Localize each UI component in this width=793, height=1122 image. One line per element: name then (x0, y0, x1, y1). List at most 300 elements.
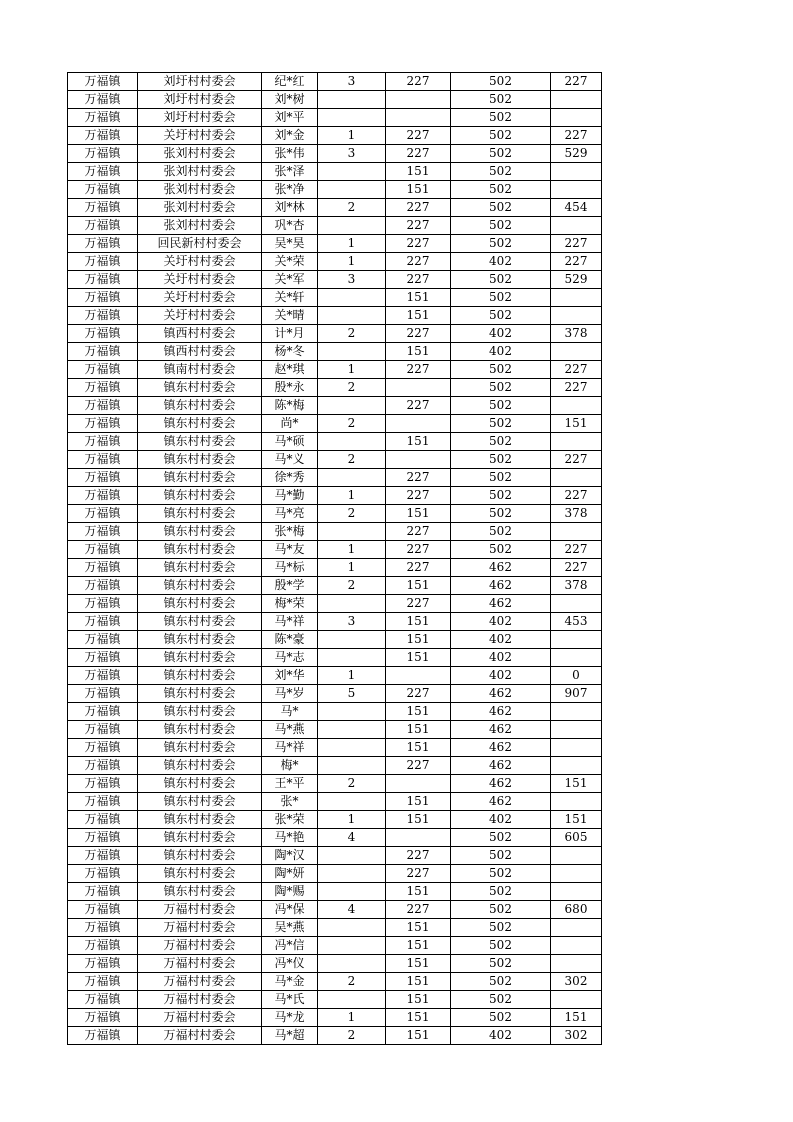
count-cell (318, 919, 386, 937)
town-cell: 万福镇 (68, 631, 138, 649)
amount-b-cell: 502 (451, 361, 551, 379)
name-cell: 计*月 (262, 325, 318, 343)
table-row (68, 181, 602, 199)
count-cell (318, 109, 386, 127)
total-cell (551, 109, 602, 127)
amount-b-cell: 502 (451, 217, 551, 235)
count-cell: 2 (318, 379, 386, 397)
amount-a-cell: 151 (386, 937, 451, 955)
table-row (68, 595, 602, 613)
count-cell: 1 (318, 253, 386, 271)
town-cell: 万福镇 (68, 973, 138, 991)
table-row (68, 703, 602, 721)
amount-a-cell: 151 (386, 883, 451, 901)
amount-b-cell: 462 (451, 559, 551, 577)
town-cell: 万福镇 (68, 307, 138, 325)
name-cell: 关*晴 (262, 307, 318, 325)
count-cell: 1 (318, 541, 386, 559)
committee-cell: 镇东村村委会 (138, 883, 262, 901)
count-cell: 3 (318, 145, 386, 163)
name-cell: 马*龙 (262, 1009, 318, 1027)
amount-b-cell: 402 (451, 343, 551, 361)
amount-b-cell: 502 (451, 901, 551, 919)
table-row (68, 487, 602, 505)
count-cell: 2 (318, 775, 386, 793)
table-row (68, 505, 602, 523)
table-row (68, 217, 602, 235)
count-cell (318, 793, 386, 811)
amount-a-cell: 151 (386, 577, 451, 595)
town-cell: 万福镇 (68, 901, 138, 919)
table-row (68, 307, 602, 325)
count-cell: 3 (318, 271, 386, 289)
total-cell (551, 343, 602, 361)
town-cell: 万福镇 (68, 811, 138, 829)
amount-a-cell: 151 (386, 307, 451, 325)
committee-cell: 镇东村村委会 (138, 757, 262, 775)
committee-cell: 万福村村委会 (138, 901, 262, 919)
committee-cell: 镇东村村委会 (138, 721, 262, 739)
count-cell: 3 (318, 613, 386, 631)
name-cell: 马* (262, 703, 318, 721)
amount-a-cell: 151 (386, 1009, 451, 1027)
committee-cell: 镇东村村委会 (138, 631, 262, 649)
count-cell (318, 739, 386, 757)
count-cell: 2 (318, 1027, 386, 1045)
total-cell: 453 (551, 613, 602, 631)
town-cell: 万福镇 (68, 721, 138, 739)
amount-a-cell: 151 (386, 793, 451, 811)
name-cell: 梅*荣 (262, 595, 318, 613)
amount-b-cell: 502 (451, 163, 551, 181)
amount-b-cell: 502 (451, 379, 551, 397)
total-cell (551, 217, 602, 235)
amount-b-cell: 462 (451, 757, 551, 775)
committee-cell: 回民新村村委会 (138, 235, 262, 253)
committee-cell: 刘圩村村委会 (138, 73, 262, 91)
amount-a-cell: 151 (386, 721, 451, 739)
amount-a-cell: 151 (386, 433, 451, 451)
table-row (68, 1009, 602, 1027)
town-cell: 万福镇 (68, 685, 138, 703)
count-cell: 1 (318, 667, 386, 685)
town-cell: 万福镇 (68, 613, 138, 631)
committee-cell: 万福村村委会 (138, 937, 262, 955)
amount-b-cell: 402 (451, 811, 551, 829)
table-row (68, 163, 602, 181)
committee-cell: 镇东村村委会 (138, 595, 262, 613)
committee-cell: 镇东村村委会 (138, 541, 262, 559)
name-cell: 梅* (262, 757, 318, 775)
name-cell: 徐*秀 (262, 469, 318, 487)
amount-b-cell: 402 (451, 649, 551, 667)
committee-cell: 镇东村村委会 (138, 415, 262, 433)
amount-b-cell: 462 (451, 721, 551, 739)
total-cell: 151 (551, 775, 602, 793)
name-cell: 陈*梅 (262, 397, 318, 415)
total-cell: 227 (551, 379, 602, 397)
committee-cell: 镇东村村委会 (138, 577, 262, 595)
town-cell: 万福镇 (68, 577, 138, 595)
town-cell: 万福镇 (68, 181, 138, 199)
amount-a-cell: 151 (386, 739, 451, 757)
count-cell (318, 721, 386, 739)
name-cell: 吴*昊 (262, 235, 318, 253)
committee-cell: 镇南村村委会 (138, 361, 262, 379)
committee-cell: 刘圩村村委会 (138, 109, 262, 127)
count-cell (318, 595, 386, 613)
amount-a-cell: 227 (386, 145, 451, 163)
amount-a-cell: 227 (386, 127, 451, 145)
count-cell: 2 (318, 199, 386, 217)
committee-cell: 张刘村村委会 (138, 217, 262, 235)
town-cell: 万福镇 (68, 145, 138, 163)
committee-cell: 张刘村村委会 (138, 199, 262, 217)
amount-b-cell: 502 (451, 415, 551, 433)
name-cell: 马*超 (262, 1027, 318, 1045)
amount-a-cell: 151 (386, 703, 451, 721)
name-cell: 冯*仪 (262, 955, 318, 973)
total-cell: 454 (551, 199, 602, 217)
total-cell: 227 (551, 541, 602, 559)
amount-a-cell: 227 (386, 469, 451, 487)
total-cell: 227 (551, 559, 602, 577)
amount-b-cell: 502 (451, 235, 551, 253)
name-cell: 陶*赐 (262, 883, 318, 901)
amount-b-cell: 502 (451, 145, 551, 163)
total-cell (551, 937, 602, 955)
name-cell: 刘*树 (262, 91, 318, 109)
amount-a-cell: 151 (386, 649, 451, 667)
count-cell (318, 343, 386, 361)
committee-cell: 镇东村村委会 (138, 739, 262, 757)
town-cell: 万福镇 (68, 649, 138, 667)
table-row (68, 325, 602, 343)
table-row (68, 91, 602, 109)
total-cell (551, 703, 602, 721)
committee-cell: 镇东村村委会 (138, 667, 262, 685)
town-cell: 万福镇 (68, 73, 138, 91)
town-cell: 万福镇 (68, 1027, 138, 1045)
committee-cell: 关圩村村委会 (138, 307, 262, 325)
town-cell: 万福镇 (68, 865, 138, 883)
table-row (68, 415, 602, 433)
amount-a-cell (386, 775, 451, 793)
name-cell: 马*勤 (262, 487, 318, 505)
amount-a-cell: 227 (386, 253, 451, 271)
amount-a-cell: 151 (386, 343, 451, 361)
amount-b-cell: 502 (451, 433, 551, 451)
town-cell: 万福镇 (68, 91, 138, 109)
amount-b-cell: 462 (451, 595, 551, 613)
amount-b-cell: 502 (451, 91, 551, 109)
town-cell: 万福镇 (68, 451, 138, 469)
committee-cell: 万福村村委会 (138, 1027, 262, 1045)
committee-cell: 镇东村村委会 (138, 379, 262, 397)
amount-a-cell: 151 (386, 955, 451, 973)
amount-b-cell: 462 (451, 739, 551, 757)
amount-a-cell: 227 (386, 559, 451, 577)
amount-b-cell: 462 (451, 775, 551, 793)
count-cell: 2 (318, 451, 386, 469)
name-cell: 马*燕 (262, 721, 318, 739)
total-cell (551, 847, 602, 865)
committee-cell: 镇东村村委会 (138, 397, 262, 415)
name-cell: 殷*学 (262, 577, 318, 595)
committee-cell: 镇东村村委会 (138, 811, 262, 829)
amount-b-cell: 402 (451, 631, 551, 649)
committee-cell: 万福村村委会 (138, 973, 262, 991)
committee-cell: 镇东村村委会 (138, 865, 262, 883)
table-row (68, 469, 602, 487)
total-cell: 378 (551, 577, 602, 595)
amount-a-cell: 227 (386, 847, 451, 865)
amount-a-cell: 227 (386, 901, 451, 919)
name-cell: 马*义 (262, 451, 318, 469)
total-cell: 378 (551, 505, 602, 523)
town-cell: 万福镇 (68, 595, 138, 613)
count-cell: 4 (318, 901, 386, 919)
name-cell: 吴*燕 (262, 919, 318, 937)
count-cell: 2 (318, 415, 386, 433)
count-cell: 5 (318, 685, 386, 703)
count-cell: 2 (318, 325, 386, 343)
name-cell: 马*志 (262, 649, 318, 667)
count-cell (318, 163, 386, 181)
name-cell: 马*亮 (262, 505, 318, 523)
total-cell (551, 757, 602, 775)
amount-b-cell: 502 (451, 865, 551, 883)
table-row (68, 253, 602, 271)
total-cell (551, 163, 602, 181)
name-cell: 关*轩 (262, 289, 318, 307)
total-cell (551, 595, 602, 613)
amount-a-cell (386, 379, 451, 397)
committee-cell: 镇东村村委会 (138, 775, 262, 793)
amount-a-cell: 227 (386, 73, 451, 91)
table-row (68, 361, 602, 379)
table-row (68, 73, 602, 91)
amount-a-cell: 227 (386, 541, 451, 559)
name-cell: 杨*冬 (262, 343, 318, 361)
count-cell: 3 (318, 73, 386, 91)
name-cell: 张*荣 (262, 811, 318, 829)
total-cell: 227 (551, 73, 602, 91)
name-cell: 马*金 (262, 973, 318, 991)
name-cell: 张*净 (262, 181, 318, 199)
count-cell (318, 91, 386, 109)
town-cell: 万福镇 (68, 163, 138, 181)
amount-a-cell: 151 (386, 505, 451, 523)
name-cell: 马*标 (262, 559, 318, 577)
total-cell (551, 649, 602, 667)
name-cell: 刘*平 (262, 109, 318, 127)
table-row (68, 613, 602, 631)
total-cell: 680 (551, 901, 602, 919)
count-cell (318, 865, 386, 883)
amount-b-cell: 502 (451, 541, 551, 559)
amount-b-cell: 502 (451, 991, 551, 1009)
table-row (68, 883, 602, 901)
name-cell: 纪*红 (262, 73, 318, 91)
table-row (68, 955, 602, 973)
total-cell (551, 181, 602, 199)
amount-a-cell: 227 (386, 361, 451, 379)
total-cell (551, 289, 602, 307)
committee-cell: 镇东村村委会 (138, 487, 262, 505)
town-cell: 万福镇 (68, 109, 138, 127)
count-cell: 1 (318, 487, 386, 505)
total-cell (551, 991, 602, 1009)
total-cell (551, 523, 602, 541)
total-cell: 151 (551, 415, 602, 433)
name-cell: 张* (262, 793, 318, 811)
amount-b-cell: 502 (451, 523, 551, 541)
amount-a-cell: 227 (386, 325, 451, 343)
table-row (68, 433, 602, 451)
amount-a-cell: 151 (386, 163, 451, 181)
table-row (68, 991, 602, 1009)
table-row (68, 343, 602, 361)
amount-a-cell: 151 (386, 811, 451, 829)
committee-cell: 镇东村村委会 (138, 451, 262, 469)
town-cell: 万福镇 (68, 883, 138, 901)
count-cell: 4 (318, 829, 386, 847)
town-cell: 万福镇 (68, 379, 138, 397)
committee-cell: 万福村村委会 (138, 991, 262, 1009)
count-cell (318, 217, 386, 235)
count-cell (318, 847, 386, 865)
count-cell: 1 (318, 235, 386, 253)
table-row (68, 721, 602, 739)
count-cell (318, 937, 386, 955)
committee-cell: 张刘村村委会 (138, 181, 262, 199)
table-row (68, 235, 602, 253)
committee-cell: 镇东村村委会 (138, 685, 262, 703)
amount-b-cell: 502 (451, 307, 551, 325)
amount-b-cell: 502 (451, 505, 551, 523)
town-cell: 万福镇 (68, 829, 138, 847)
committee-cell: 镇东村村委会 (138, 649, 262, 667)
name-cell: 陶*妍 (262, 865, 318, 883)
count-cell (318, 703, 386, 721)
total-cell (551, 883, 602, 901)
amount-b-cell: 502 (451, 487, 551, 505)
committee-cell: 关圩村村委会 (138, 127, 262, 145)
name-cell: 刘*华 (262, 667, 318, 685)
town-cell: 万福镇 (68, 523, 138, 541)
amount-b-cell: 462 (451, 793, 551, 811)
total-cell: 605 (551, 829, 602, 847)
amount-b-cell: 502 (451, 73, 551, 91)
name-cell: 张*伟 (262, 145, 318, 163)
name-cell: 关*军 (262, 271, 318, 289)
table-row (68, 775, 602, 793)
count-cell (318, 991, 386, 1009)
count-cell: 2 (318, 973, 386, 991)
town-cell: 万福镇 (68, 361, 138, 379)
town-cell: 万福镇 (68, 469, 138, 487)
table-row (68, 145, 602, 163)
count-cell (318, 955, 386, 973)
name-cell: 马*氏 (262, 991, 318, 1009)
name-cell: 殷*永 (262, 379, 318, 397)
table-row (68, 649, 602, 667)
amount-a-cell: 227 (386, 199, 451, 217)
amount-b-cell: 402 (451, 253, 551, 271)
total-cell (551, 793, 602, 811)
table-row (68, 1027, 602, 1045)
count-cell: 1 (318, 127, 386, 145)
committee-cell: 镇东村村委会 (138, 523, 262, 541)
committee-cell: 镇东村村委会 (138, 505, 262, 523)
count-cell (318, 289, 386, 307)
count-cell (318, 631, 386, 649)
total-cell (551, 433, 602, 451)
town-cell: 万福镇 (68, 919, 138, 937)
total-cell (551, 397, 602, 415)
amount-a-cell (386, 91, 451, 109)
name-cell: 刘*金 (262, 127, 318, 145)
amount-a-cell: 227 (386, 523, 451, 541)
town-cell: 万福镇 (68, 289, 138, 307)
total-cell (551, 631, 602, 649)
amount-b-cell: 502 (451, 469, 551, 487)
amount-b-cell: 402 (451, 667, 551, 685)
table-row (68, 829, 602, 847)
count-cell (318, 523, 386, 541)
name-cell: 尚* (262, 415, 318, 433)
table-row (68, 847, 602, 865)
amount-b-cell: 402 (451, 325, 551, 343)
amount-b-cell: 502 (451, 397, 551, 415)
name-cell: 马*艳 (262, 829, 318, 847)
table-row (68, 577, 602, 595)
amount-b-cell: 502 (451, 289, 551, 307)
total-cell: 907 (551, 685, 602, 703)
town-cell: 万福镇 (68, 667, 138, 685)
amount-a-cell (386, 109, 451, 127)
town-cell: 万福镇 (68, 397, 138, 415)
amount-a-cell: 227 (386, 595, 451, 613)
name-cell: 王*平 (262, 775, 318, 793)
table-row (68, 109, 602, 127)
town-cell: 万福镇 (68, 271, 138, 289)
amount-a-cell: 227 (386, 685, 451, 703)
committee-cell: 镇西村村委会 (138, 325, 262, 343)
amount-a-cell: 227 (386, 487, 451, 505)
name-cell: 陈*豪 (262, 631, 318, 649)
amount-a-cell (386, 415, 451, 433)
amount-a-cell: 227 (386, 271, 451, 289)
count-cell: 1 (318, 559, 386, 577)
count-cell (318, 181, 386, 199)
total-cell (551, 739, 602, 757)
name-cell: 陶*汉 (262, 847, 318, 865)
amount-b-cell: 502 (451, 199, 551, 217)
total-cell: 227 (551, 127, 602, 145)
total-cell (551, 919, 602, 937)
committee-cell: 镇东村村委会 (138, 793, 262, 811)
name-cell: 马*祥 (262, 613, 318, 631)
amount-b-cell: 502 (451, 955, 551, 973)
town-cell: 万福镇 (68, 127, 138, 145)
town-cell: 万福镇 (68, 487, 138, 505)
total-cell: 227 (551, 487, 602, 505)
count-cell (318, 397, 386, 415)
committee-cell: 万福村村委会 (138, 919, 262, 937)
amount-a-cell: 151 (386, 289, 451, 307)
